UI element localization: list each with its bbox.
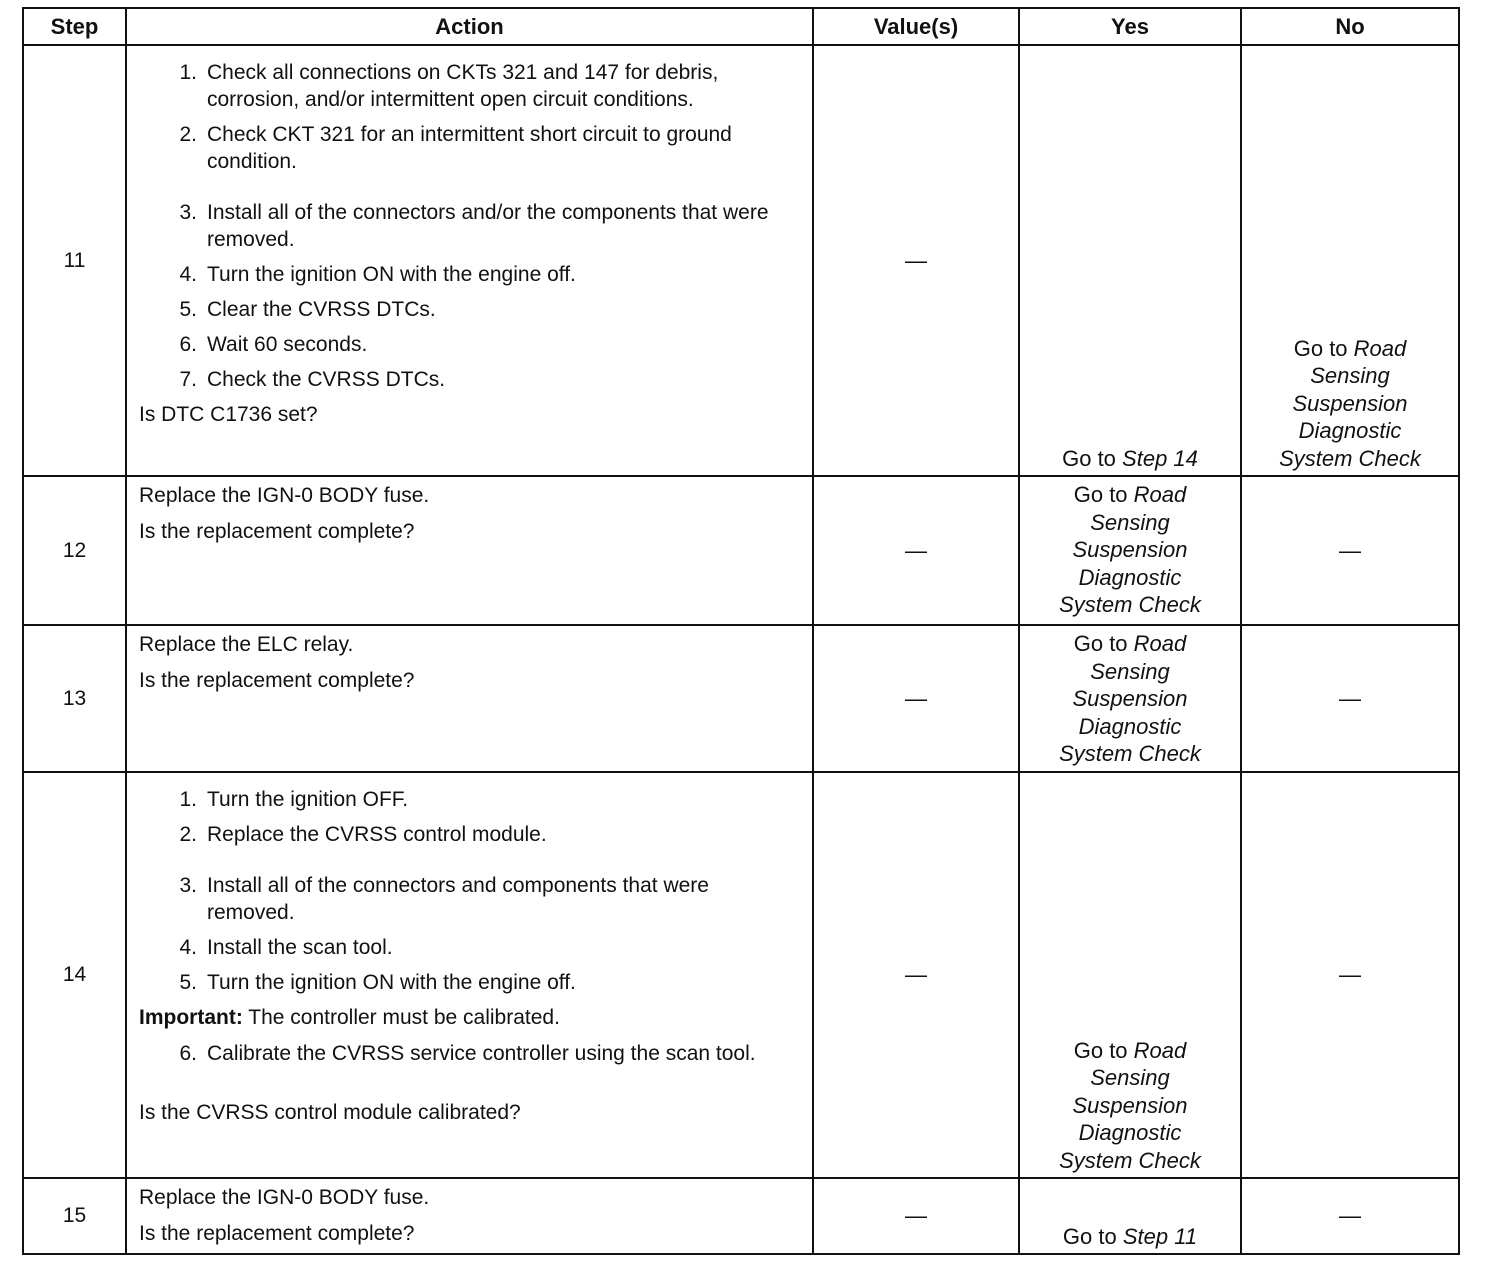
step-number: 11: [23, 45, 126, 476]
table-row: [23, 1178, 1459, 1254]
yes-cell: Go to Step 14: [1019, 45, 1241, 476]
question: Is the replacement complete?: [139, 669, 415, 692]
action-cell: [126, 772, 813, 1178]
step-link[interactable]: Step 11: [1122, 1223, 1198, 1249]
road-sensing-link[interactable]: Road: [1353, 335, 1407, 361]
value-dash: —: [813, 772, 1019, 1178]
list-item: 2. Check CKT 321 for an intermittent short circuit to ground condition.: [179, 123, 732, 173]
step-number: 15: [23, 1178, 126, 1254]
table-row: [23, 625, 1459, 772]
step-number: 13: [23, 625, 126, 772]
header-no: No: [1241, 8, 1459, 45]
header-values: Value(s): [813, 8, 1019, 45]
action-cell: [126, 45, 813, 476]
value-dash: —: [813, 625, 1019, 772]
value-dash: —: [813, 45, 1019, 476]
step-number: 14: [23, 772, 126, 1178]
yes-cell: Go to Road Sensing Suspension Diagnostic System Check: [1019, 625, 1241, 772]
no-dash: —: [1241, 476, 1459, 625]
list-item: 1. Turn the ignition OFF.: [179, 788, 409, 811]
header-step: Step: [23, 8, 126, 45]
question: Is the replacement complete?: [139, 520, 415, 543]
header-action: Action: [126, 8, 813, 45]
step-number: 12: [23, 476, 126, 625]
list-item: 2. Replace the CVRSS control module.: [179, 823, 547, 846]
table-row: [23, 772, 1459, 1178]
yes-cell: Go to Road Sensing Suspension Diagnostic System Check: [1019, 772, 1241, 1178]
step-link[interactable]: Step 14: [1122, 445, 1198, 471]
list-item: 3. Install all of the connectors and components that were removed.: [179, 874, 709, 924]
no-dash: —: [1241, 1178, 1459, 1254]
list-item: 1. Check all connections on CKTs 321 and 147 for debris, corrosion, and/or intermittent open circuit conditions.: [179, 61, 719, 111]
list-item: 4. Turn the ignition ON with the engine off.: [179, 263, 576, 286]
question: Is the CVRSS control module calibrated?: [139, 1101, 521, 1124]
list-item: 3. Install all of the connectors and/or the components that were removed.: [179, 201, 769, 251]
yes-cell: Go to Step 11: [1019, 1178, 1241, 1254]
road-sensing-link[interactable]: Road: [1133, 631, 1187, 656]
action-cell: Replace the ELC relay. Is the replacement complete?: [126, 625, 813, 772]
list-item: 6. Calibrate the CVRSS service controller using the scan tool.: [179, 1042, 756, 1065]
question: Is the replacement complete?: [139, 1222, 415, 1245]
table-row: [23, 476, 1459, 625]
header-yes: Yes: [1019, 8, 1241, 45]
list-item: 4. Install the scan tool.: [179, 936, 393, 959]
road-sensing-link[interactable]: Road: [1133, 482, 1187, 507]
no-cell: Go to Road Sensing Suspension Diagnostic System Check: [1241, 45, 1459, 476]
value-dash: —: [813, 1178, 1019, 1254]
no-dash: —: [1241, 772, 1459, 1178]
action-cell: Replace the IGN-0 BODY fuse. Is the replacement complete?: [126, 476, 813, 625]
action-cell: Replace the IGN-0 BODY fuse. Is the replacement complete?: [126, 1178, 813, 1254]
yes-cell: Go to Road Sensing Suspension Diagnostic System Check: [1019, 476, 1241, 625]
list-item: 6. Wait 60 seconds.: [179, 333, 368, 356]
list-item: 5. Turn the ignition ON with the engine off.: [179, 971, 576, 994]
table-row: [23, 45, 1459, 476]
header-row: [23, 8, 1459, 45]
road-sensing-link[interactable]: Road: [1133, 1037, 1187, 1063]
important-note: Important: The controller must be calibrated.: [139, 1006, 560, 1029]
diagnostic-table: [22, 7, 1460, 1255]
list-item: 7. Check the CVRSS DTCs.: [179, 368, 446, 391]
value-dash: —: [813, 476, 1019, 625]
no-dash: —: [1241, 625, 1459, 772]
list-item: 5. Clear the CVRSS DTCs.: [179, 298, 436, 321]
question: Is DTC C1736 set?: [139, 403, 318, 426]
